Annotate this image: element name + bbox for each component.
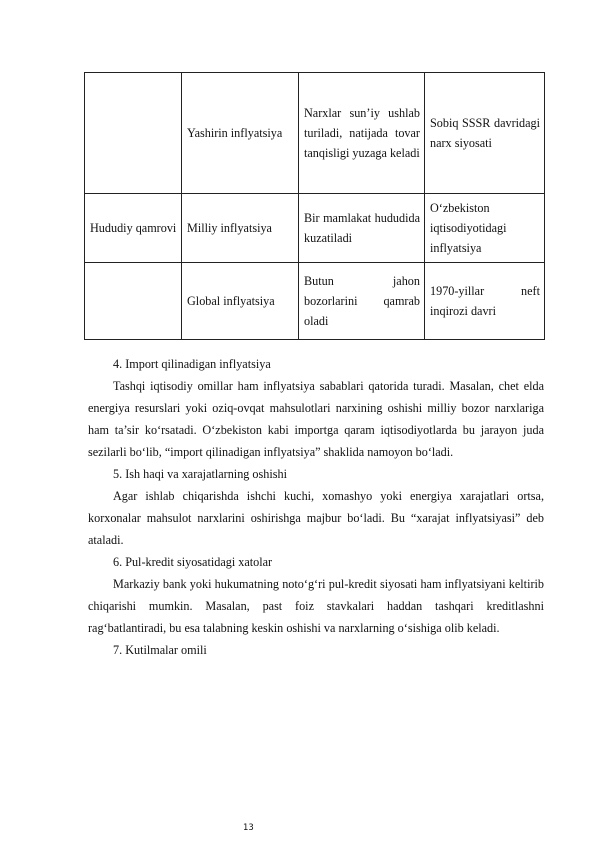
table-row: [85, 73, 545, 194]
body-text: [88, 353, 544, 661]
table-row: [85, 194, 545, 263]
table-cell-example: O‘zbekiston iqtisodiyotidagi inflyatsiya: [425, 194, 545, 263]
table-cell-type: Yashirin inflyatsiya: [182, 73, 299, 194]
table-row: [85, 263, 545, 340]
table-cell-criterion: Hududiy qamrovi: [85, 194, 182, 263]
section-paragraph: Tashqi iqtisodiy omillar ham inflyatsiya sabablari qatorida turadi. Masalan, chet elda energiya resurslari yoki oziq-ovqat mahsulotlari narxining oshishi milliy bozor narxlariga ham ta’sir ko‘rsatadi. O‘zbekiston kabi importga qaram iqtisodiyotlarda bu jarayon juda sezilarli bo‘lib, “import qilinadigan inflyatsiya” shaklida namoyon bo‘ladi.: [88, 379, 544, 459]
table-cell-criterion: [85, 263, 182, 340]
table-cell-criterion: [85, 73, 182, 194]
section-paragraph: Markaziy bank yoki hukumatning noto‘g‘ri pul-kredit siyosati ham inflyatsiyani keltirib chiqarishi mumkin. Masalan, past foiz stavkalari haddan tashqari kreditlashni rag‘batlantiradi, bu esa talabning keskin oshishi va narxlarning o‘sishiga olib keladi.: [88, 577, 544, 635]
table-cell-example: Sobiq SSSR davridagi narx siyosati: [425, 73, 545, 194]
section-paragraph: Agar ishlab chiqarishda ishchi kuchi, xomashyo yoki energiya xarajatlari ortsa, korxonalar mahsulot narxlarini oshirishga majbur bo‘ladi. Bu “xarajat inflyatsiyasi” deb ataladi.: [88, 489, 544, 547]
section-heading: 4. Import qilinadigan inflyatsiya: [113, 357, 271, 371]
section-heading: 5. Ish haqi va xarajatlarning oshishi: [113, 467, 287, 481]
table-cell-type: Milliy inflyatsiya: [182, 194, 299, 263]
section-heading: 7. Kutilmalar omili: [113, 643, 207, 657]
table-cell-example: 1970-yillar neft inqirozi davri: [425, 263, 545, 340]
table-cell-description: Butun jahon bozorlarini qamrab oladi: [299, 263, 425, 340]
page-number: 13: [243, 823, 254, 833]
section-heading: 6. Pul-kredit siyosatidagi xatolar: [113, 555, 273, 569]
table-cell-type: Global inflyatsiya: [182, 263, 299, 340]
table-cell-description: Bir mamlakat hududida kuzatiladi: [299, 194, 425, 263]
table-cell-description: Narxlar sun’iy ushlab turiladi, natijada tovar tanqisligi yuzaga keladi: [299, 73, 425, 194]
inflation-types-table: [84, 72, 545, 340]
